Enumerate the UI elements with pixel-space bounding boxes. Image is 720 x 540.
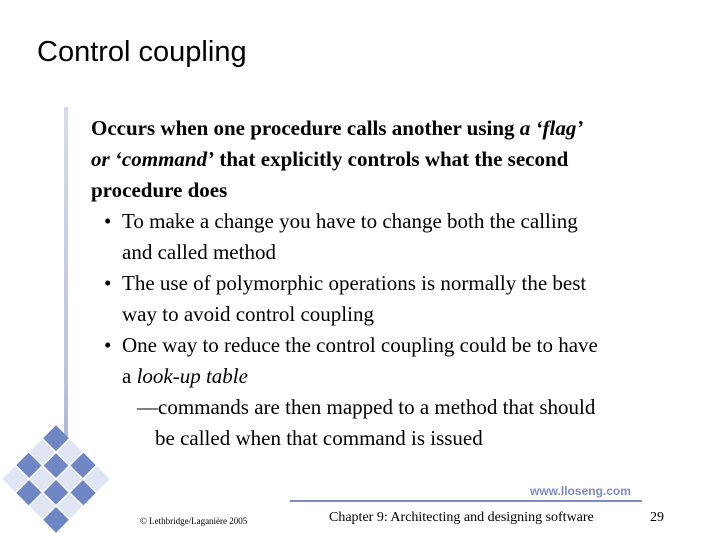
bullet-text-line2: and called method (122, 240, 276, 264)
bullet-item (91, 268, 691, 330)
bullet-dot: • (104, 271, 112, 295)
sub-bullet-item (91, 392, 691, 454)
bullet-text-line2-prefix: a (122, 364, 137, 388)
bullet-text-line1: To make a change you have to change both the calling (122, 209, 578, 233)
intro-flag-term: a ‘flag’ (519, 116, 584, 140)
bullet-dot: • (104, 333, 112, 357)
intro-text-start: Occurs when one procedure calls another using (91, 116, 520, 140)
website-url: www.lloseng.com (530, 484, 631, 498)
slide-title: Control coupling (37, 36, 247, 68)
intro-text-end: procedure does (91, 178, 228, 202)
sub-bullet-line1: —commands are then mapped to a method that should (137, 395, 596, 419)
bullet-item (91, 206, 691, 268)
intro-paragraph (91, 113, 661, 206)
look-up-table-term: look-up table (136, 364, 248, 388)
bullet-text-line1: One way to reduce the control coupling could be to have (122, 333, 598, 357)
sub-bullet-line2: be called when that command is issued (155, 426, 483, 450)
bullet-text-line1: The use of polymorphic operations is normally the best (122, 271, 587, 295)
intro-command-term: or ‘command’ (91, 147, 215, 171)
slide-body (91, 113, 691, 454)
bullet-item (91, 330, 691, 392)
footer-chapter-title: Chapter 9: Architecting and designing software (329, 510, 594, 525)
page-number: 29 (650, 510, 664, 525)
footer-divider (290, 500, 642, 502)
bullet-text-line2: way to avoid control coupling (122, 302, 374, 326)
footer-copyright: © Lethbridge/Laganière 2005 (140, 516, 248, 526)
intro-text-middle: that explicitly controls what the second (214, 147, 569, 171)
bullet-dot: • (104, 209, 112, 233)
